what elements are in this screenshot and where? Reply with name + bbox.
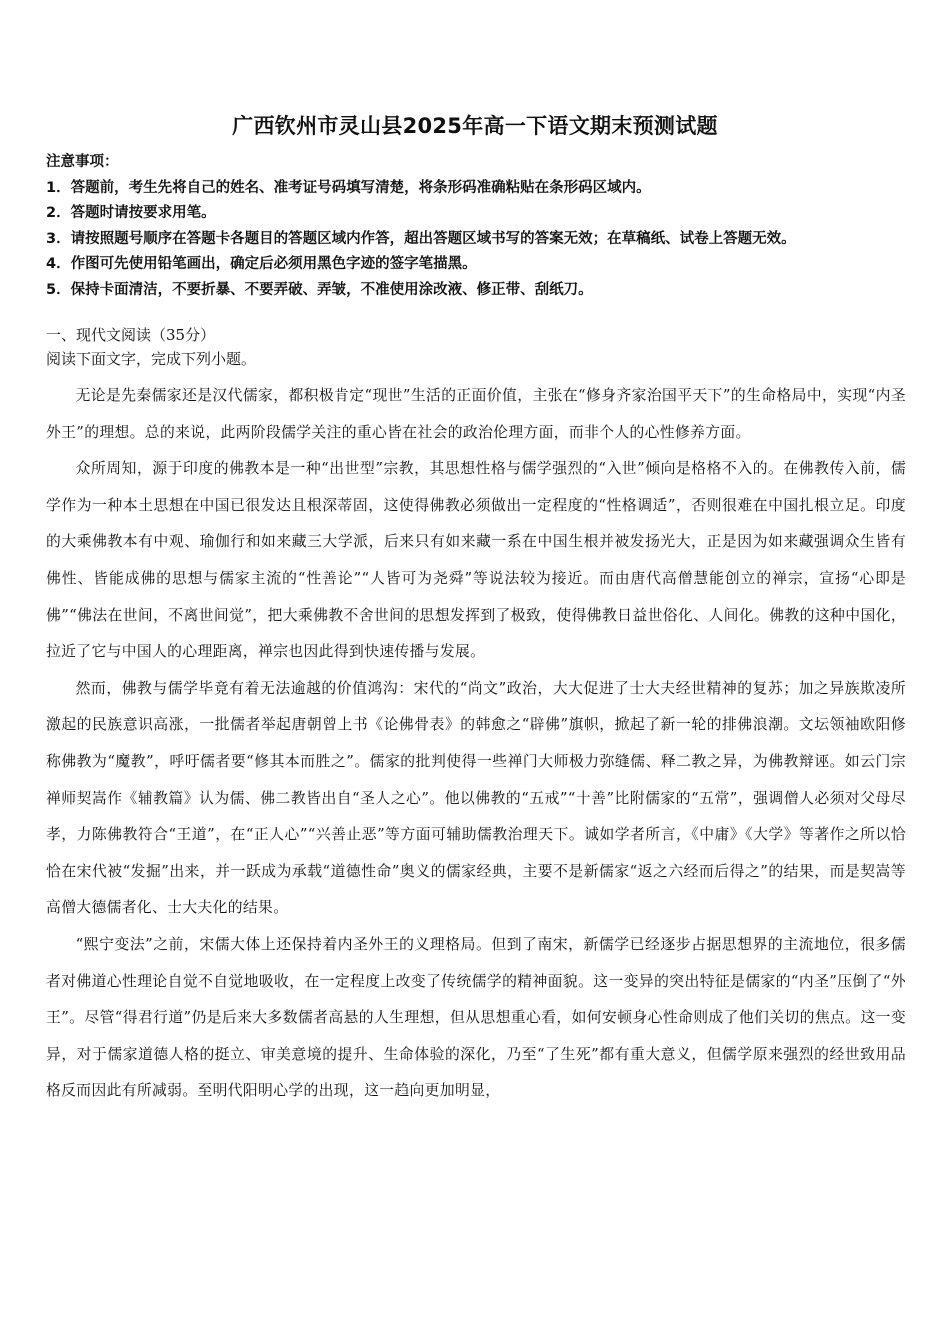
notice-item: 3．请按照题号顺序在答题卡各题目的答题区域内作答，超出答题区域书写的答案无效；在草稿纸、试卷上答题无效。: [46, 230, 796, 247]
passage-paragraph: 然而，佛教与儒学毕竟有着无法逾越的价值鸿沟：宋代的“尚文”政治，大大促进了士大夫经世精神的复苏；加之异族欺凌所激起的民族意识高涨，一批儒者举起唐朝曾上书《论佛骨表》的韩愈之“辟佛”旗帜，掀起了新一轮的排佛浪潮。文坛领袖欧阳修称佛教为“魔教”，呼吁儒者要“修其本而胜之”。儒家的批判使得一些禅门大师极力弥缝儒、释二教之异，为佛教辩诬。如云门宗禅师契嵩作《辅教篇》认为儒、佛二教皆出自“圣人之心”。他以佛教的“五戒”“十善”比附儒家的“五常”，强调僧人必须对父母尽孝，力陈佛教符合“王道”，在“正人心”“兴善止恶”等方面可辅助儒教治理天下。诚如学者所言，《中庸》《大学》等著作之所以恰恰在宋代被“发掘”出来，并一跃成为承载“道德性命”奥义的儒家经典，主要不是新儒家“返之六经而后得之”的结果，而是契嵩等高僧大德儒者化、士大夫化的结果。: [46, 679, 906, 917]
passage-paragraph: 无论是先秦儒家还是汉代儒家，都积极肯定“现世”生活的正面价值，主张在“修身齐家治国平天下”的生命格局中，实现“内圣外王”的理想。总的来说，此两阶段儒学关注的重心皆在社会的政治伦理方面，而非个人的心性修养方面。: [46, 387, 906, 441]
notice-item: 2．答题时请按要求用笔。: [46, 205, 216, 222]
notice-block: [46, 150, 916, 304]
notice-heading: 注意事项：: [46, 154, 119, 170]
notice-item: 1．答题前，考生先将自己的姓名、准考证号码填写清楚，将条形码准确粘贴在条形码区域内。: [46, 179, 651, 196]
notice-item: 5．保持卡面清洁，不要折暴、不要弄破、弄皱，不准使用涂改液、修正带、刮纸刀。: [46, 281, 593, 298]
passage-paragraph: “熙宁变法”之前，宋儒大体上还保持着内圣外王的义理格局。但到了南宋，新儒学已经逐步占据思想界的主流地位，很多儒者对佛道心性理论自觉不自觉地吸收，在一定程度上改变了传统儒学的精神面貌。这一变异的突出特征是儒家的“内圣”压倒了“外王”。尽管“得君行道”仍是后来大多数儒者高悬的人生理想，但从思想重心看，如何安顿身心性命则成了他们关切的焦点。这一变异，对于儒家道德人格的挺立、审美意境的提升、生命体验的深化，乃至“了生死”都有重大意义，但儒学原来强烈的经世致用品格反而因此有所减弱。至明代阳明心学的出现，这一趋向更加明显，: [46, 935, 906, 1100]
section-heading: 一、现代文阅读（35分）: [46, 326, 216, 344]
section-instruction: 阅读下面文字，完成下列小题。: [46, 350, 257, 368]
passage-paragraph: 众所周知，源于印度的佛教本是一种“出世型”宗教，其思想性格与儒学强烈的“入世”倾向是格格不入的。在佛教传入前，儒学作为一种本土思想在中国已很发达且根深蒂固，这使得佛教必须做出一定程度的“性格调适”，否则很难在中国扎根立足。印度的大乘佛教本有中观、瑜伽行和如来藏三大学派，后来只有如来藏一系在中国生根并被发扬光大，正是因为如来藏强调众生皆有佛性、皆能成佛的思想与儒家主流的“性善论”“人皆可为尧舜”等说法较为接近。而由唐代高僧慧能创立的禅宗，宣扬“心即是佛”“佛法在世间，不离世间觉”，把大乘佛教不舍世间的思想发挥到了极致，使得佛教日益世俗化、人间化。佛教的这种中国化，拉近了它与中国人的心理距离，禅宗也因此得到快速传播与发展。: [46, 460, 906, 661]
section-header: [46, 323, 916, 371]
page-title: 广西钦州市灵山县2025年高一下语文期末预测试题: [232, 114, 718, 138]
reading-passage: [46, 378, 906, 1110]
notice-item: 4．作图可先使用铅笔画出，确定后必须用黑色字迹的签字笔描黑。: [46, 256, 477, 273]
